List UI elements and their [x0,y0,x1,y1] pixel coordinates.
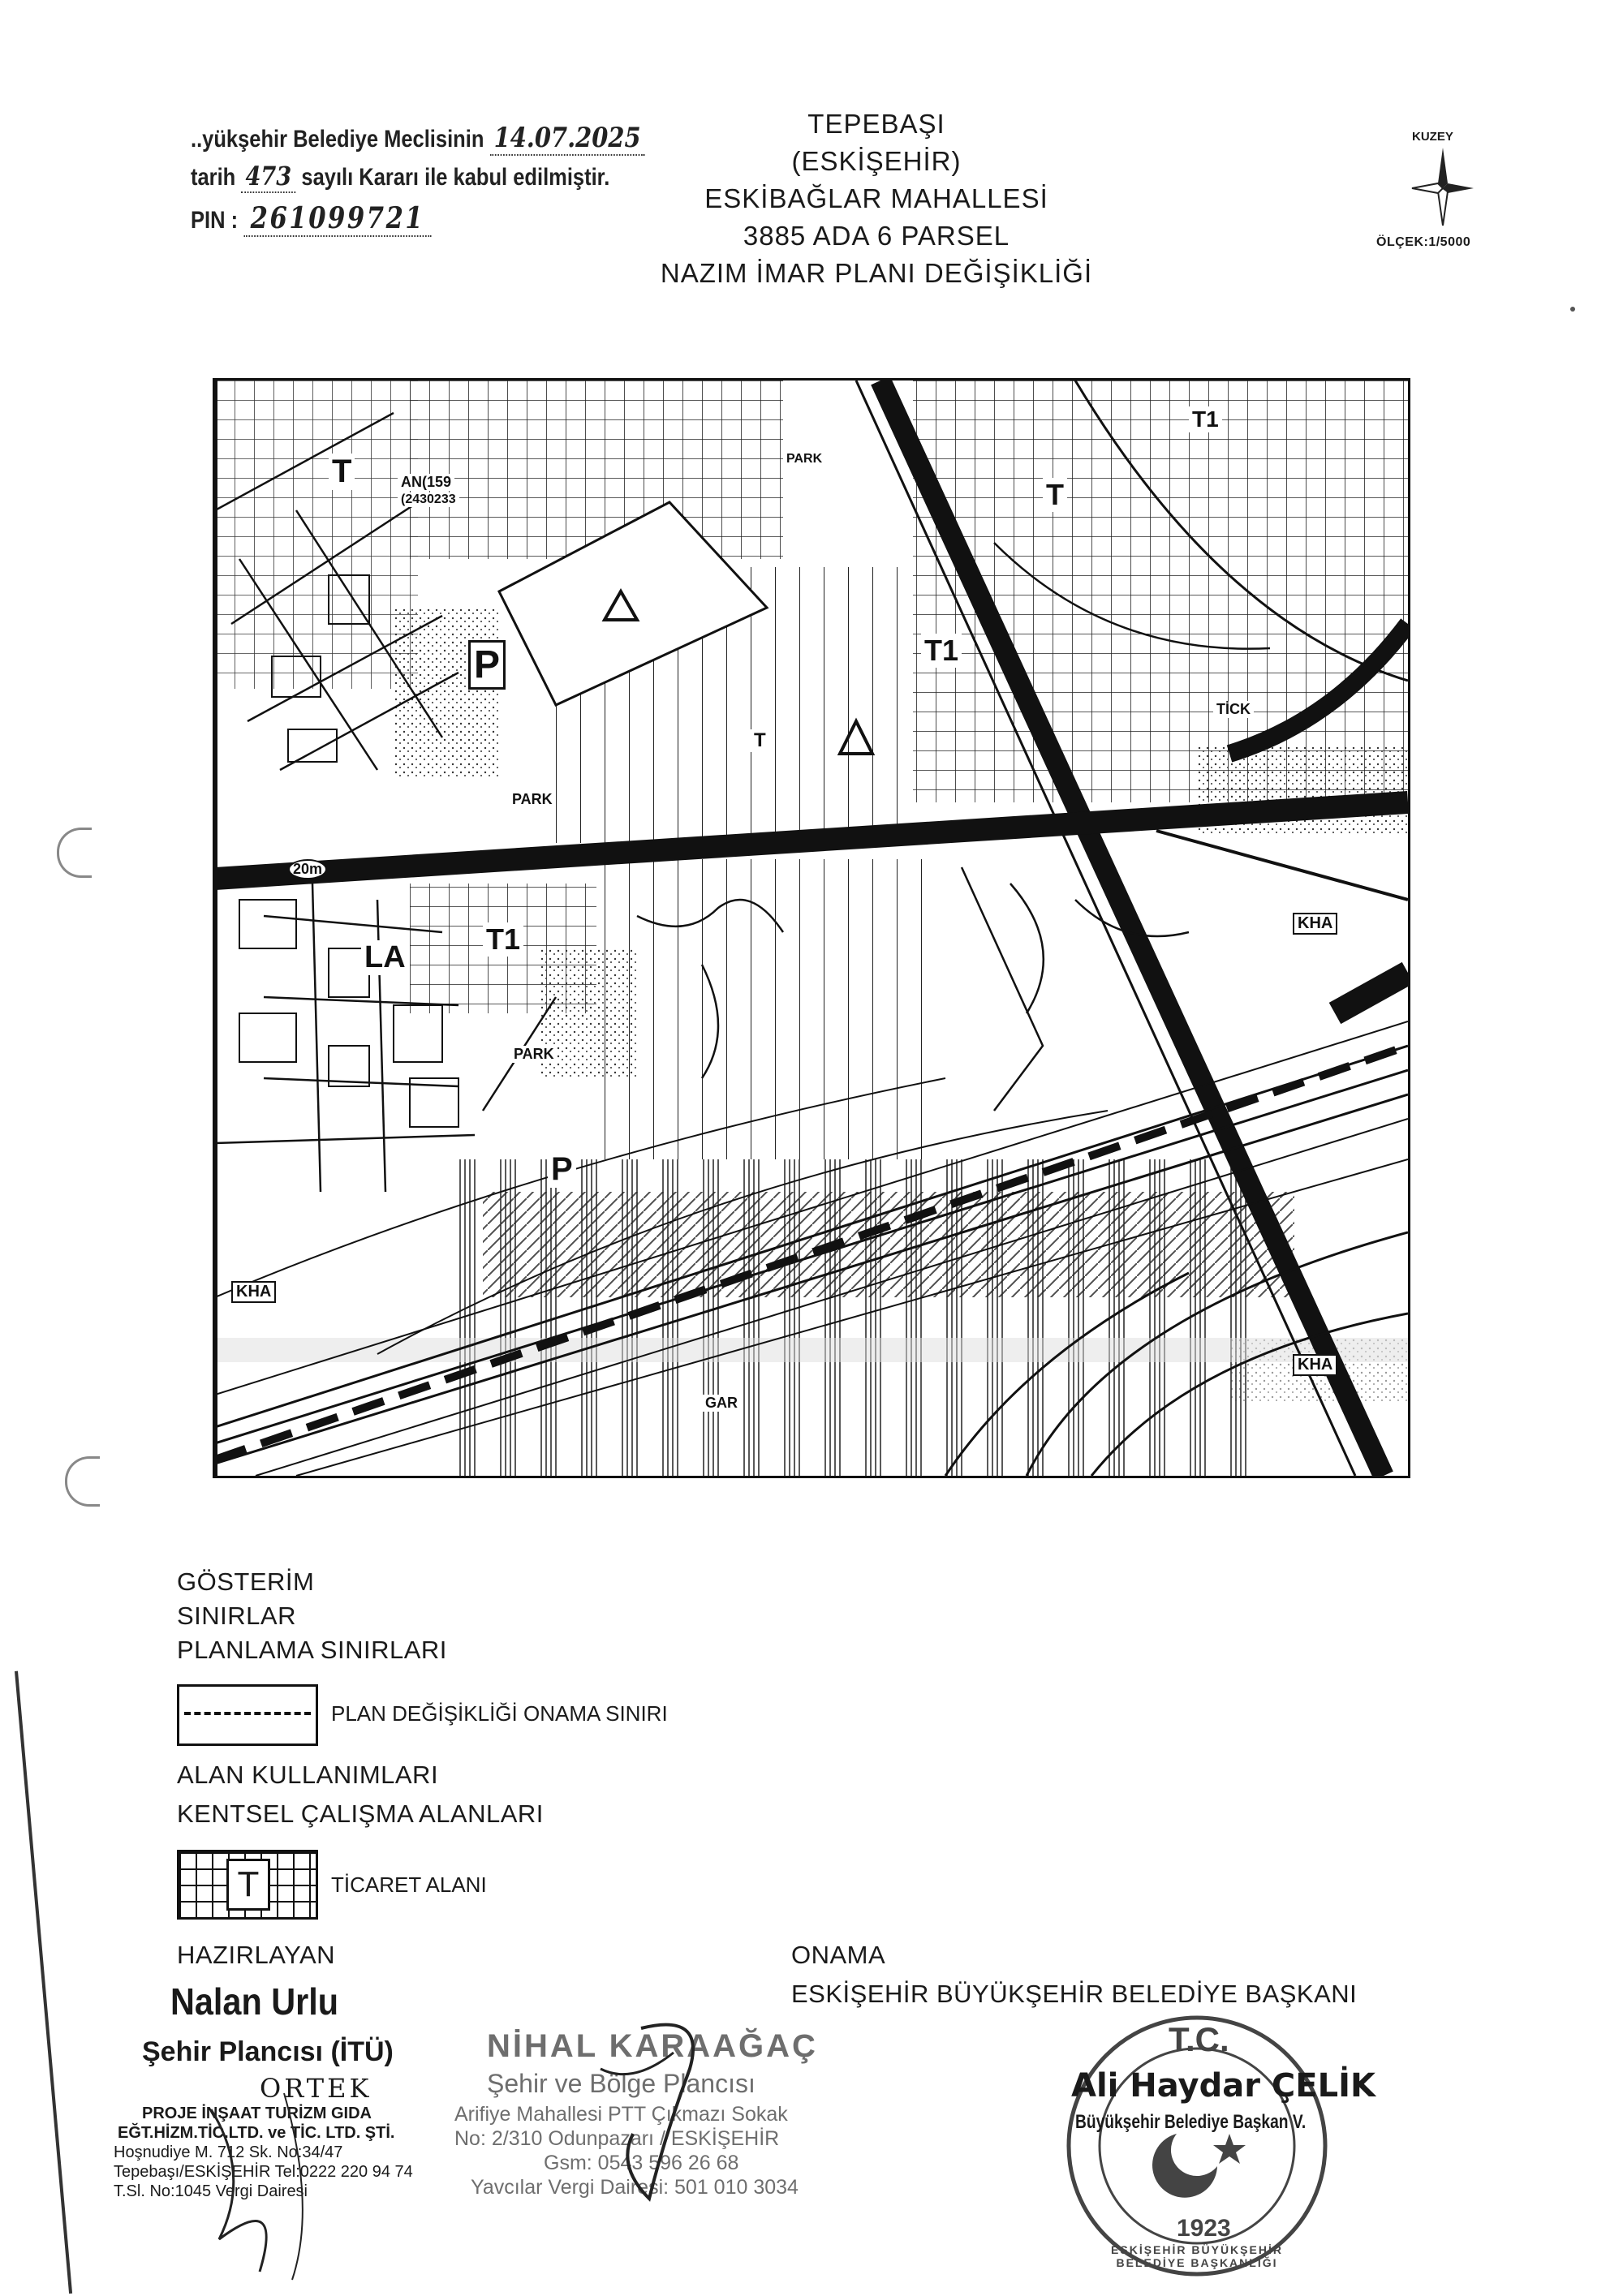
planner2-title: Şehir ve Bölge Plancısı [487,2069,756,2098]
map-label-an-sub: (2430233 [398,492,459,507]
legend-sub-planning: PLANLAMA SINIRLARI [177,1636,447,1664]
pin-label: PIN : [191,207,239,234]
title-city: (ESKİŞEHİR) [791,146,962,176]
official-seal [1063,2012,1331,2280]
decision-line2-suffix: sayılı Kararı ile kabul edilmiştir. [301,164,610,191]
company-name: ORTEK [260,2073,372,2104]
company-line2: EĞT.HİZM.TİC.LTD. ve TİC. LTD. ŞTİ. [118,2124,395,2142]
page-edge-line [15,1671,72,2294]
map-label-kha-a: KHA [1293,913,1337,935]
map-label-tick: TİCK [1213,701,1254,718]
planner2-address2: No: 2/310 Odunpazarı / ESKİŞEHİR [454,2127,780,2150]
map-label-kha-b: KHA [1293,1354,1337,1376]
map-label-gar: GAR [702,1395,741,1412]
decision-date: 14.07.2025 [489,122,644,156]
map-label-kha-c: KHA [231,1281,276,1303]
legend-commercial-label: TİCARET ALANI [331,1872,487,1897]
map-label-t1-a: T1 [921,634,962,668]
prepared-heading: HAZIRLAYAN [177,1941,336,1969]
company-line1: PROJE İNŞAAT TURİZM GIDA [142,2105,372,2122]
approval-title: ESKİŞEHİR BÜYÜKŞEHİR BELEDİYE BAŞKANI [791,1980,1358,2008]
legend-urban: KENTSEL ÇALIŞMA ALANLARI [177,1799,544,1828]
legend-sub-boundaries: SINIRLAR [177,1602,296,1630]
map-label-la: LA [361,940,409,975]
legend-heading: GÖSTERİM [177,1567,315,1596]
planner2-tax: Yavcılar Vergi Dairesi: 501 010 3034 [471,2176,799,2199]
planner2-address1: Arifiye Mahallesi PTT Çıkmazı Sokak [454,2103,788,2126]
plan-title-block [592,109,1160,289]
legend [177,1567,907,1665]
seal-tc: T.C. [1169,2020,1229,2058]
map-label-t1-b: T1 [483,922,523,957]
map-label-t-a: T [329,454,355,490]
signature-scribble-left [187,2077,398,2288]
map-label-park-a: PARK [509,791,556,808]
seal-year: 1923 [1177,2215,1231,2242]
decision-line1-prefix: ..yükşehir Belediye Meclisinin [191,126,484,153]
title-plan-type: NAZIM İMAR PLANI DEĞİŞİKLİĞİ [660,258,1093,288]
map-label-park-c: PARK [783,452,825,467]
company-line5: T.Sl. No:1045 Vergi Dairesi [114,2182,308,2200]
decision-number: 473 [241,161,295,193]
punch-hole-top [57,828,92,878]
speck [1570,307,1575,312]
legend-commercial-symbol: T [226,1859,270,1911]
planner-name: Nalan Urlu [170,1980,339,2023]
map-label-t1-c: T1 [1189,406,1222,432]
planner-title: Şehir Plancısı (İTÜ) [142,2036,394,2067]
punch-hole-bottom [65,1456,100,1507]
plan-map [213,378,1410,1478]
company-line3: Hoşnudiye M. 712 Sk. No:34/47 [114,2143,343,2161]
map-label-road: 20m [288,859,327,879]
company-line4: Tepebaşı/ESKİŞEHİR Tel:0222 220 94 74 [114,2163,413,2181]
mayor-title: Büyükşehir Belediye Başkan V. [1075,2111,1307,2133]
scale-label: ÖLÇEK:1/5000 [1376,235,1471,249]
map-drawing [215,381,1408,1476]
map-label-p-a: P [468,640,506,690]
planner2-name: NİHAL KARAAĞAÇ [487,2028,818,2064]
legend-land-use: ALAN KULLANIMLARI [177,1761,439,1789]
map-label-t-b: T [1043,478,1067,512]
legend-boundary-label: PLAN DEĞİŞİKLİĞİ ONAMA SINIRI [331,1701,668,1726]
seal-ring-text: ESKİŞEHİR BÜYÜKŞEHİR BELEDİYE BAŞKANLIĞI [1111,2243,1283,2269]
legend-commercial-swatch [177,1850,318,1920]
pin-value: 261099721 [243,201,432,237]
signature-scribble-right [568,2004,747,2215]
map-label-an: AN(159 [398,474,454,491]
title-neighbourhood: ESKİBAĞLAR MAHALLESİ [704,183,1048,213]
map-label-p-b: P [548,1151,576,1188]
map-label-t-c: T [751,729,769,752]
north-label: KUZEY [1412,130,1453,144]
title-district: TEPEBAŞI [807,109,945,139]
map-label-park-b: PARK [510,1046,558,1063]
approval-heading: ONAMA [791,1941,886,1969]
mayor-name: Ali Haydar ÇELİK [1071,2067,1375,2105]
decision-line2-prefix: tarih [191,164,236,191]
compass-icon [1410,146,1475,227]
planner2-phone: Gsm: 0543 596 26 68 [544,2152,739,2174]
north-arrow [1371,130,1518,260]
title-parcel: 3885 ADA 6 PARSEL [743,221,1010,251]
legend-boundary-swatch [177,1684,318,1746]
